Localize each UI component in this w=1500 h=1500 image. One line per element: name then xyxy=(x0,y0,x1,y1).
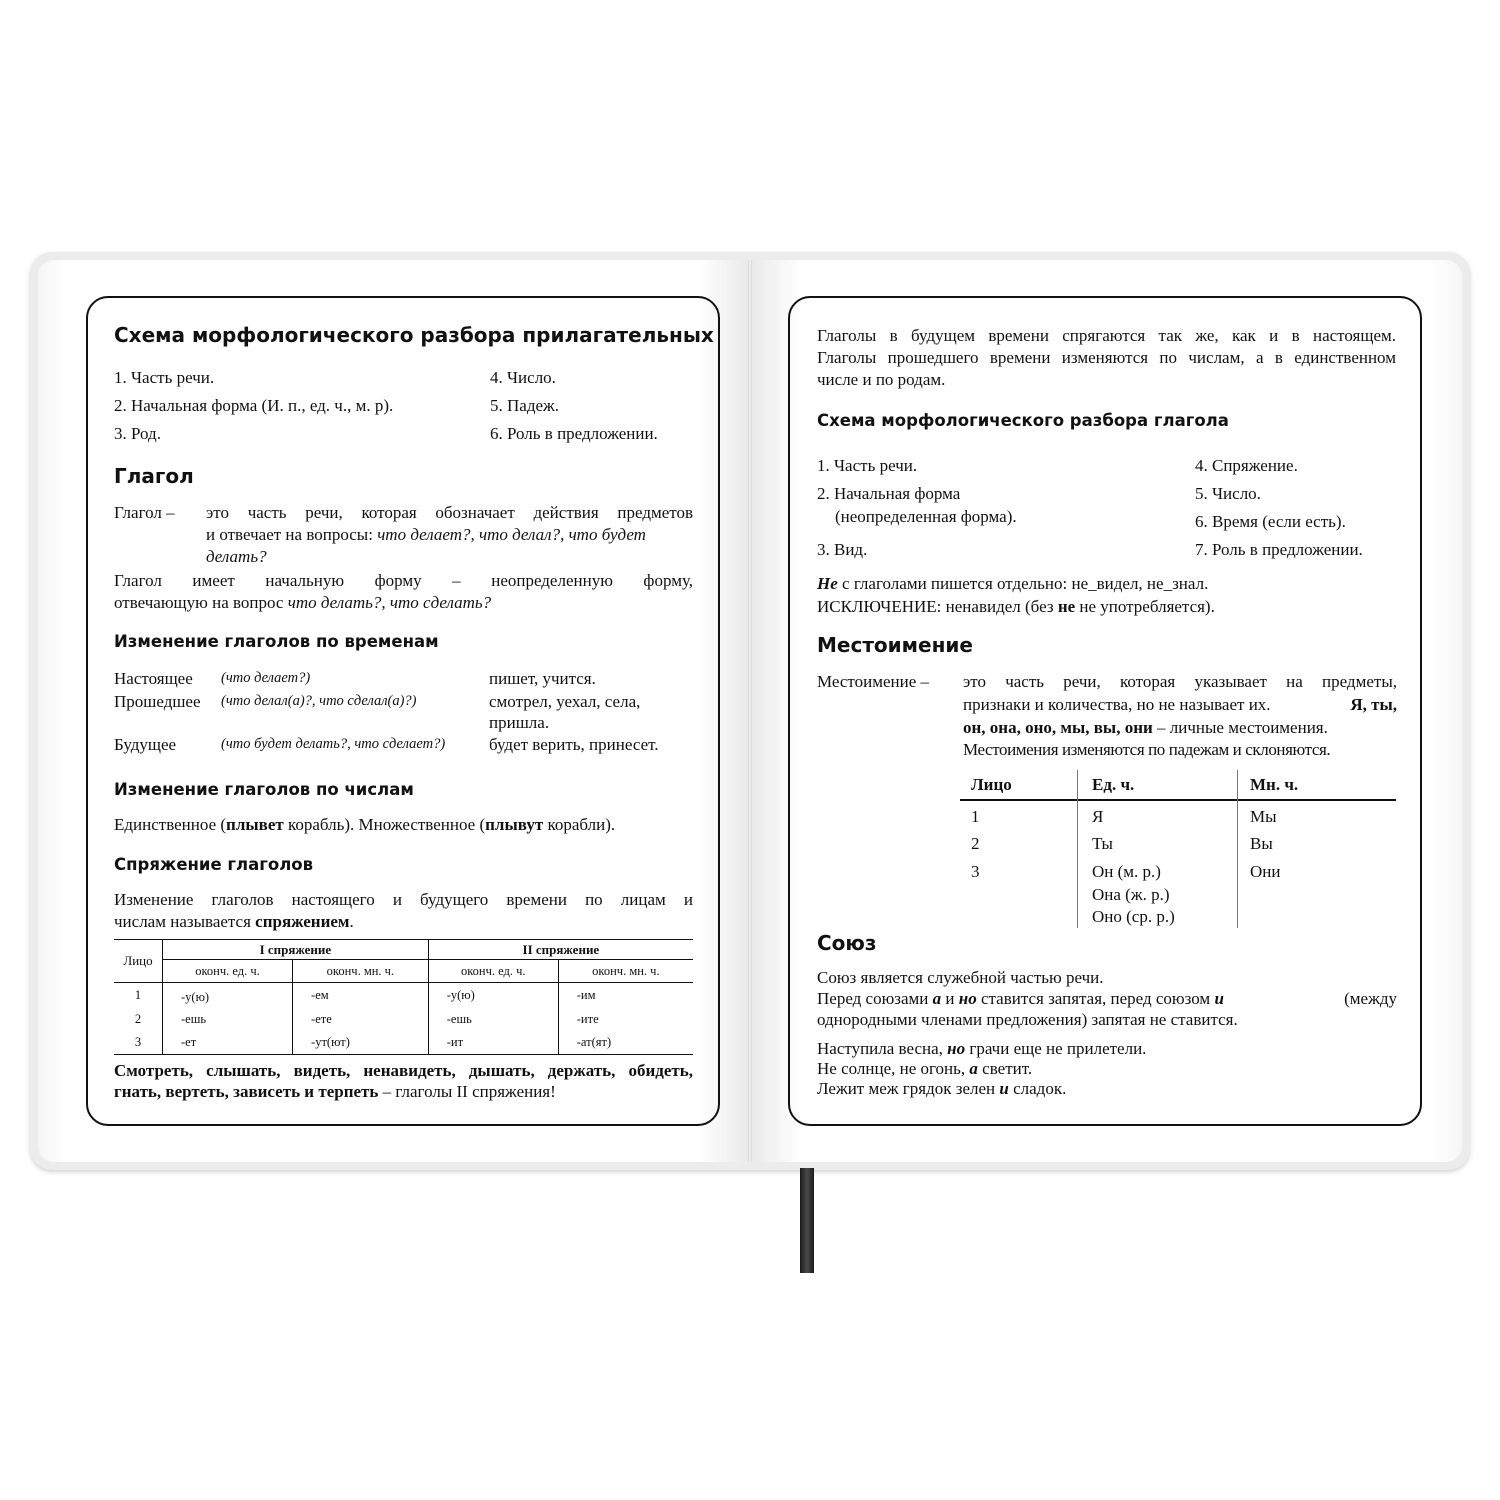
pronoun-heading: Местоимение xyxy=(817,633,973,657)
conj-cell: -ете xyxy=(293,1009,429,1032)
conj-cell: -ут(ют) xyxy=(293,1031,429,1054)
exception-verbs-line1: Смотреть, слышать, видеть, ненавидеть, дышать, держать, обидеть, xyxy=(114,1061,693,1080)
conj2-header: II спряжение xyxy=(428,940,693,960)
union-heading: Союз xyxy=(817,931,877,955)
numbers-heading: Изменение глаголов по числам xyxy=(114,780,414,799)
notebook-spine xyxy=(748,260,752,1162)
pron-col-plural: Мн. ч. xyxy=(1250,775,1299,794)
conjugation-heading: Спряжение глаголов xyxy=(114,855,314,874)
conj-cell: -ит xyxy=(428,1031,558,1054)
conj-row-person: 3 xyxy=(114,1031,163,1054)
verb-heading: Глагол xyxy=(114,464,194,488)
pron-row3-person: 3 xyxy=(971,862,980,881)
pron-row3-plural: Они xyxy=(1250,862,1281,881)
pron-table-divider xyxy=(1237,770,1238,928)
conj1-header: I спряжение xyxy=(163,940,429,960)
pron-row1-singular: Я xyxy=(1092,807,1104,826)
conj-row-person: 2 xyxy=(134,1012,142,1027)
union-example-1: Наступила весна, но грачи еще не прилетели. xyxy=(817,1039,1147,1058)
verb-infinitive-line1: Глагол имеет начальную форму – неопределенную форму, xyxy=(114,571,693,590)
tense-past-example-2: пришла. xyxy=(489,713,550,732)
verb-scheme-item-1: 1. Часть речи. xyxy=(817,456,918,475)
conj-cell: -ите xyxy=(558,1009,693,1032)
adj-scheme-item-6: 6. Роль в предложении. xyxy=(490,424,658,443)
conjugation-table xyxy=(114,939,693,1055)
verb-definition-line2: и отвечает на вопросы: что делает?, что делал?, что будет xyxy=(206,525,646,544)
tense-past-name: Прошедшее xyxy=(114,692,201,711)
pron-row1-person: 1 xyxy=(971,807,980,826)
conj-cell: -ем xyxy=(293,983,429,1009)
adj-scheme-item-2: 2. Начальная форма (И. п., ед. ч., м. р). xyxy=(114,396,394,415)
table-row xyxy=(114,983,693,1009)
conj-col-person: Лицо xyxy=(114,940,163,983)
adj-scheme-item-1: 1. Часть речи. xyxy=(114,368,215,387)
verb-scheme-title: Схема морфологического разбора глагола xyxy=(817,411,1229,430)
tense-present-question: (что делает?) xyxy=(221,670,311,686)
verb-scheme-item-6: 6. Время (если есть). xyxy=(1195,512,1346,531)
ne-exception: ИСКЛЮЧЕНИЕ: ненавидел (без не не употребляется). xyxy=(817,597,1215,616)
pronoun-def-line2: признаки и количества, но не называет их. Я, ты, xyxy=(963,695,1397,714)
pron-row3-singular-m: Он (м. р.) xyxy=(1092,862,1161,881)
tense-past-question: (что делал(а)?, что сделал(а)?) xyxy=(221,693,417,709)
verb-term: Глагол – xyxy=(114,503,175,522)
tense-future-name: Будущее xyxy=(114,735,177,754)
intro-line2: Глаголы прошедшего времени изменяются по числам, а в единственном xyxy=(817,348,1396,367)
conj1-sg-header: оконч. ед. ч. xyxy=(163,960,293,983)
verb-scheme-item-5: 5. Число. xyxy=(1195,484,1261,503)
union-example-2: Не солнце, не огонь, а светит. xyxy=(817,1059,1033,1078)
table-row xyxy=(114,1031,693,1054)
union-line2-end: (между xyxy=(1344,989,1397,1008)
adjective-scheme-title: Схема морфологического разбора прилагательных xyxy=(114,323,714,347)
pron-row2-singular: Ты xyxy=(1092,834,1113,853)
tense-future-question: (что будет делать?, что сделает?) xyxy=(221,736,446,752)
numbers-text: Единственное (плывет корабль). Множественное (плывут корабли). xyxy=(114,815,616,834)
conj-cell: -ешь xyxy=(428,1009,558,1032)
tense-past-example-1: смотрел, уехал, села, xyxy=(489,692,641,711)
ne-rule: Не с глаголами пишется отдельно: не_видел, не_знал. xyxy=(817,574,1209,593)
conj-cell: -ешь xyxy=(163,1009,293,1032)
tense-present-name: Настоящее xyxy=(114,669,193,688)
conj-cell: -им xyxy=(558,983,693,1009)
conj2-sg-header: оконч. ед. ч. xyxy=(428,960,558,983)
tense-present-example: пишет, учится. xyxy=(489,669,596,688)
verb-infinitive-line2: отвечающую на вопрос что делать?, что сделать? xyxy=(114,593,492,612)
conjugation-text-line2: числам называется спряжением. xyxy=(114,912,354,931)
table-row xyxy=(114,1009,693,1032)
union-line3: однородными членами предложения) запятая не ставится. xyxy=(817,1010,1238,1029)
union-line1: Союз является служебной частью речи. xyxy=(817,968,1104,987)
pron-row2-person: 2 xyxy=(971,834,980,853)
exception-verbs-line2: гнать, вертеть, зависеть и терпеть – глаголы II спряжения! xyxy=(114,1082,556,1101)
conj-cell: -у(ю) xyxy=(428,983,558,1009)
verb-scheme-item-3: 3. Вид. xyxy=(817,540,868,559)
pron-col-person: Лицо xyxy=(971,775,1012,794)
union-example-3: Лежит меж грядок зелен и сладок. xyxy=(817,1079,1067,1098)
pronoun-term: Местоимение – xyxy=(817,672,930,691)
pron-row3-singular-f: Она (ж. р.) xyxy=(1092,885,1170,904)
conj1-pl-header: оконч. мн. ч. xyxy=(293,960,429,983)
pron-row3-singular-n: Оно (ср. р.) xyxy=(1092,907,1175,926)
pronoun-def-line4: Местоимения изменяются по падежам и склоняются. xyxy=(963,740,1331,759)
adj-scheme-item-4: 4. Число. xyxy=(490,368,556,387)
pronoun-def-line1: это часть речи, которая указывает на предметы, xyxy=(963,672,1397,691)
pron-table-header-rule xyxy=(960,799,1396,801)
conj-cell: -у(ю) xyxy=(163,983,293,1009)
adj-scheme-item-3: 3. Род. xyxy=(114,424,161,443)
tense-future-example: будет верить, принесет. xyxy=(489,735,659,754)
pron-row1-plural: Мы xyxy=(1250,807,1277,826)
verb-definition-line3: делать? xyxy=(206,547,267,566)
intro-line3: числе и по родам. xyxy=(817,370,946,389)
verb-scheme-item-4: 4. Спряжение. xyxy=(1195,456,1298,475)
union-line2 xyxy=(817,988,1397,1010)
conj-cell: -ат(ят) xyxy=(558,1031,693,1054)
pron-row2-plural: Вы xyxy=(1250,834,1273,853)
bookmark-ribbon[interactable] xyxy=(800,1168,814,1273)
adj-scheme-item-5: 5. Падеж. xyxy=(490,396,560,415)
pron-table-divider xyxy=(1077,770,1078,928)
conjugation-text-line1: Изменение глаголов настоящего и будущего времени по лицам и xyxy=(114,890,693,909)
union-line2-text: Перед союзами а и но ставится запятая, перед союзом и xyxy=(817,989,1224,1008)
conj2-pl-header: оконч. мн. ч. xyxy=(558,960,693,983)
verb-scheme-item-7: 7. Роль в предложении. xyxy=(1195,540,1363,559)
verb-scheme-item-2-note: (неопределенная форма). xyxy=(835,507,1017,526)
verb-definition-line1: это часть речи, которая обозначает действия предметов xyxy=(206,503,693,522)
tenses-heading: Изменение глаголов по временам xyxy=(114,632,439,651)
conj-row-person: 1 xyxy=(134,988,142,1003)
verb-scheme-item-2: 2. Начальная форма xyxy=(817,484,961,503)
intro-line1: Глаголы в будущем времени спрягаются так же, как и в настоящем. xyxy=(817,326,1396,345)
conj-cell: -ет xyxy=(163,1031,293,1054)
pron-col-singular: Ед. ч. xyxy=(1092,775,1135,794)
pronoun-def-line3: он, она, оно, мы, вы, они – личные местоимения. xyxy=(963,718,1328,737)
